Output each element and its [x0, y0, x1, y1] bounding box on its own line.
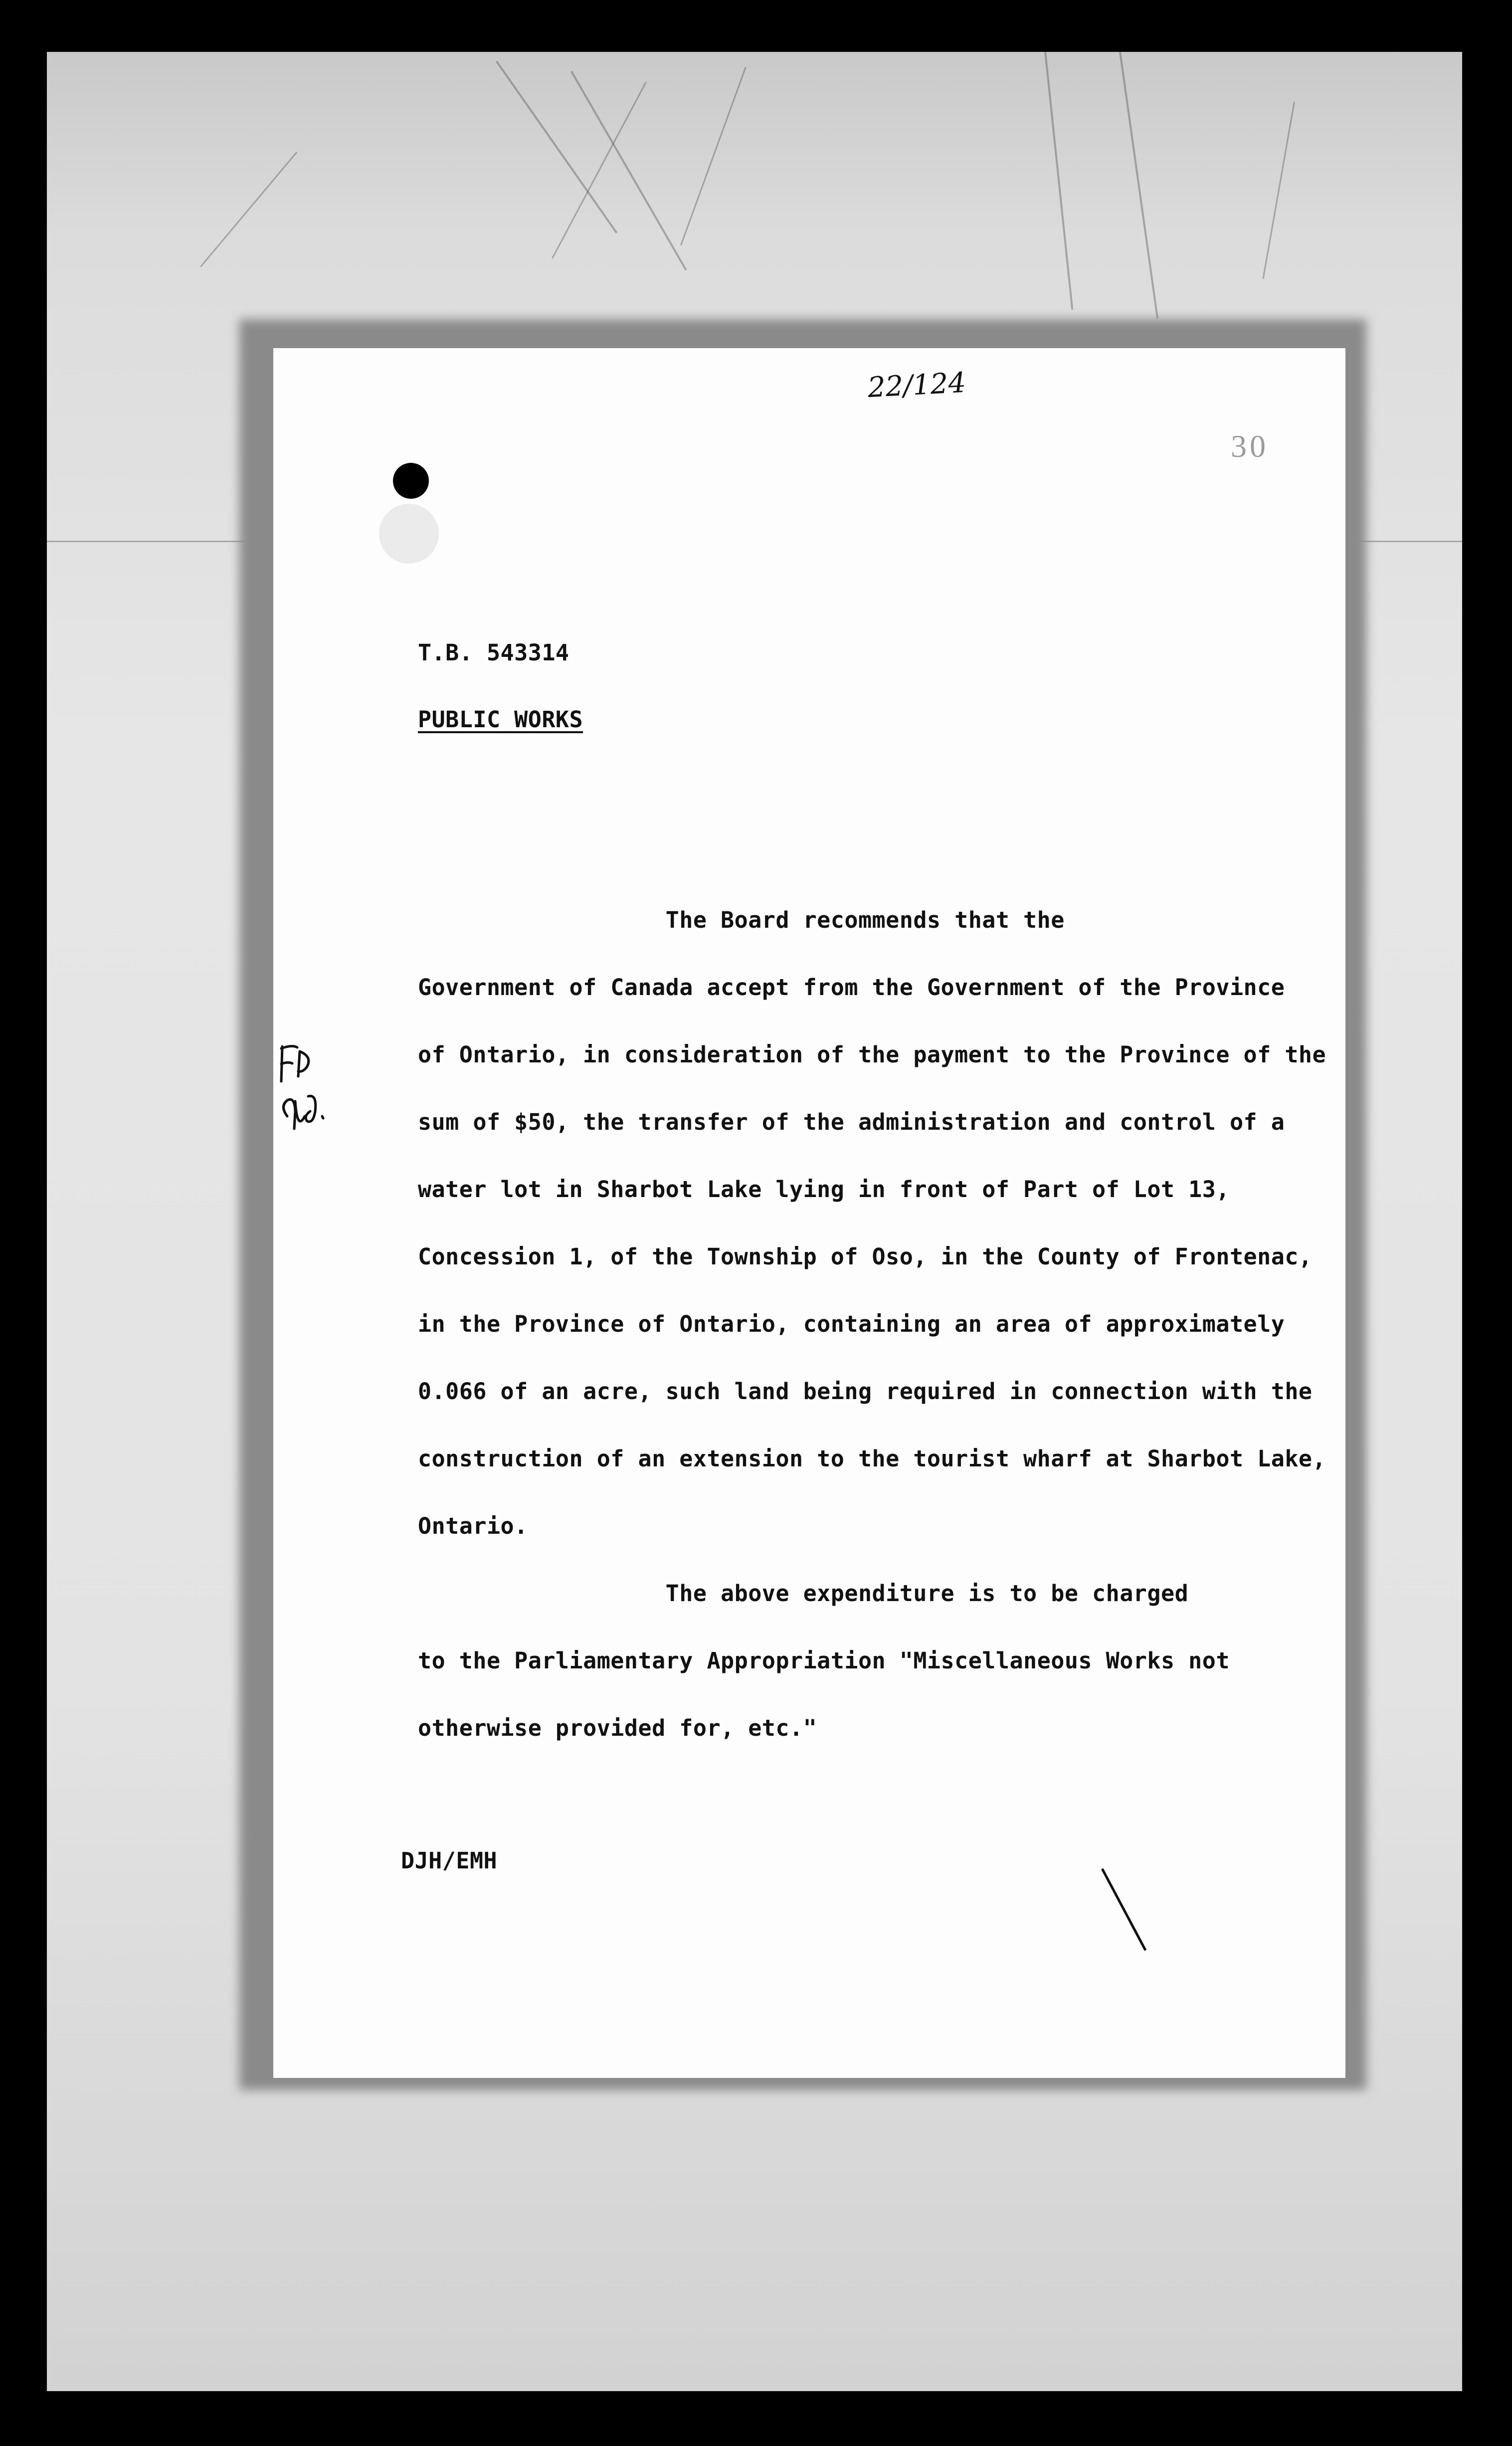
punch-hole-shadow: [379, 504, 439, 564]
margin-initials: [277, 1041, 332, 1141]
paragraph-1-line: sum of $50, the transfer of the administration and control of a: [418, 1109, 1285, 1135]
paragraph-1-line: water lot in Sharbot Lake lying in front of Part of Lot 13,: [418, 1176, 1230, 1203]
paragraph-2-line: to the Parliamentary Appropriation "Miscellaneous Works not: [418, 1647, 1230, 1674]
paragraph-1-line: in the Province of Ontario, containing an area of approximately: [418, 1311, 1285, 1337]
paragraph-2-line: The above expenditure is to be charged: [418, 1580, 1189, 1607]
tb-number: T.B. 543314: [418, 639, 569, 666]
paragraph-1-line: The Board recommends that the: [418, 907, 1065, 933]
paragraph-1-line: construction of an extension to the tourist wharf at Sharbot Lake,: [418, 1445, 1326, 1472]
department-heading: PUBLIC WORKS: [418, 706, 583, 733]
document-page: [273, 348, 1345, 2078]
paragraph-1-line: 0.066 of an acre, such land being required in connection with the: [418, 1378, 1313, 1405]
handwritten-file-reference: 22/124: [867, 366, 967, 405]
paragraph-1-line: Government of Canada accept from the Government of the Province: [418, 974, 1285, 1001]
punch-hole: [393, 463, 429, 499]
paragraph-1-line: of Ontario, in consideration of the payment to the Province of the: [418, 1041, 1326, 1068]
page-number: 30: [1231, 428, 1269, 464]
paragraph-2-line: otherwise provided for, etc.": [418, 1715, 817, 1741]
paragraph-1-line: Concession 1, of the Township of Oso, in the County of Frontenac,: [418, 1243, 1313, 1270]
typist-initials: DJH/EMH: [401, 1847, 498, 1874]
paragraph-1-line: Ontario.: [418, 1513, 528, 1539]
